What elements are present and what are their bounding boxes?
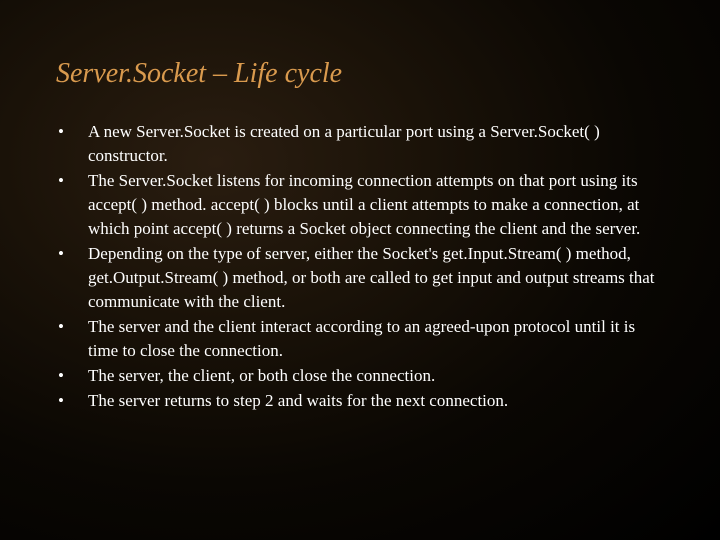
bullet-text: Depending on the type of server, either the Socket's get.Input.Stream( ) method, get.Output.Stream( ) method, or both are called to get input and output streams that communicate with the client. xyxy=(88,244,655,311)
list-item xyxy=(58,315,664,363)
bullet-list xyxy=(58,120,664,414)
bullet-text: The server returns to step 2 and waits for the next connection. xyxy=(88,391,509,410)
slide-title: Server.Socket – Life cycle xyxy=(56,58,343,89)
bullet-icon: • xyxy=(58,317,64,336)
list-item xyxy=(58,242,664,314)
list-item xyxy=(58,120,664,168)
bullet-text: The Server.Socket listens for incoming connection attempts on that port using its accept( ) method. accept( ) blocks until a client attempts to make a connection, at which point accept( ) returns a Socket object connecting the client and the server. xyxy=(88,171,641,238)
list-item xyxy=(58,364,664,388)
bullet-icon: • xyxy=(58,244,64,263)
bullet-icon: • xyxy=(58,122,64,141)
list-item xyxy=(58,389,664,413)
bullet-icon: • xyxy=(58,366,64,385)
list-item xyxy=(58,169,664,241)
bullet-icon: • xyxy=(58,171,64,190)
bullet-text: The server, the client, or both close the connection. xyxy=(88,366,436,385)
bullet-text: A new Server.Socket is created on a particular port using a Server.Socket( ) constructor. xyxy=(88,122,600,165)
bullet-icon: • xyxy=(58,391,64,410)
bullet-text: The server and the client interact according to an agreed-upon protocol until it is time to close the connection. xyxy=(88,317,636,360)
